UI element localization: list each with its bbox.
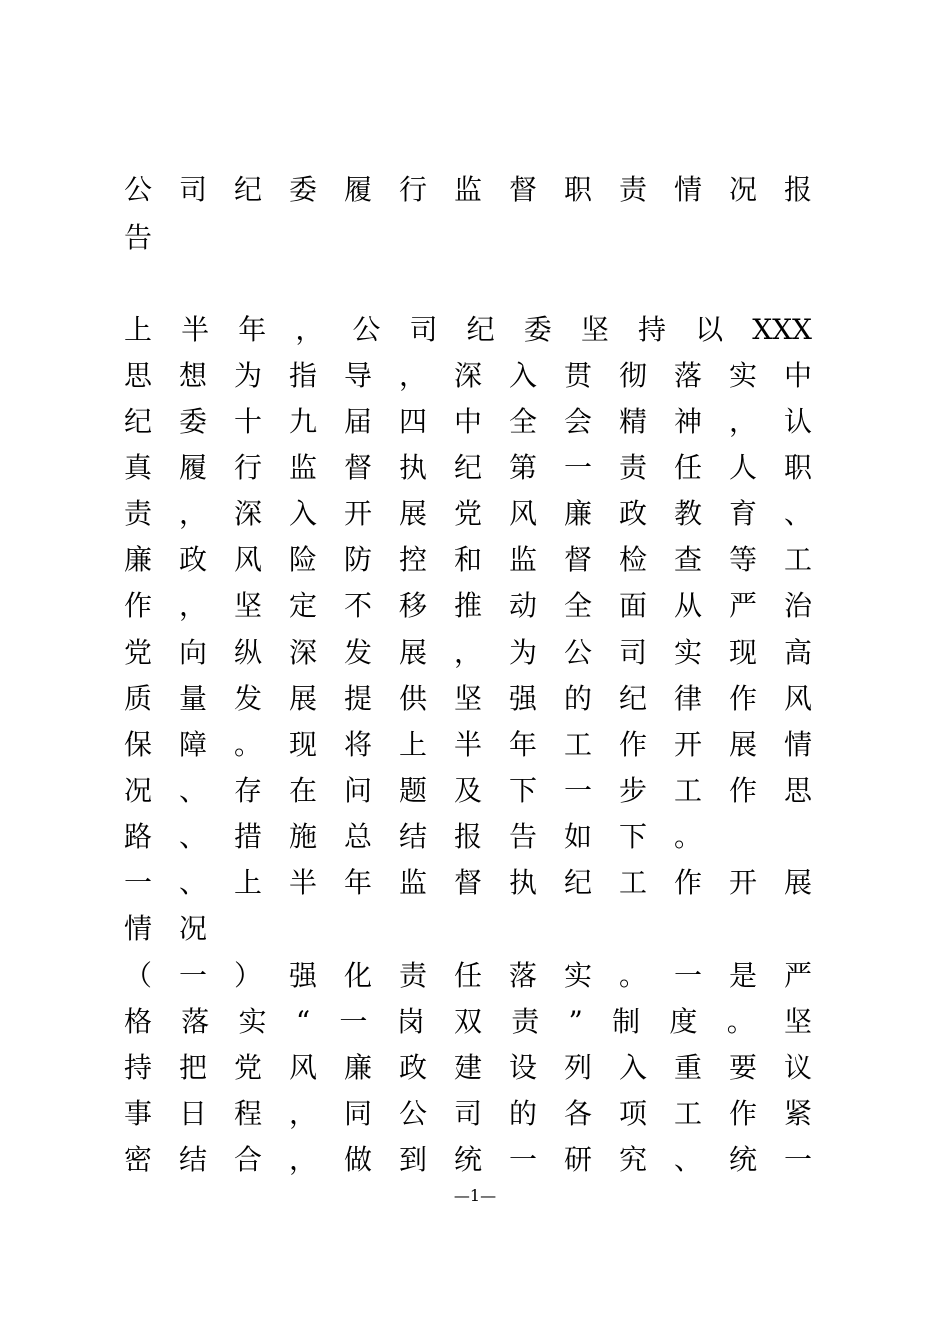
- body-line-1: 上半年，公司纪委坚持以XXX: [124, 313, 812, 346]
- body-line-2: 思想为指导，深入贯彻落实中: [124, 359, 812, 392]
- body-line-3: 纪委十九届四中全会精神，认: [124, 405, 812, 438]
- document-title-line-2: 告: [124, 221, 180, 254]
- body-line-8: 党向纵深发展，为公司实现高: [124, 636, 812, 669]
- body-line-12: 路、措施总结报告如下。: [124, 820, 730, 853]
- page-number: —1—: [453, 1186, 497, 1205]
- body-line-10: 保障。现将上半年工作开展情: [124, 728, 812, 761]
- body-line-7: 作，坚定不移推动全面从严治: [124, 589, 812, 622]
- section-heading-line-1: 一、上半年监督执纪工作开展: [124, 866, 812, 899]
- section-heading-line-2: 情况: [124, 912, 235, 945]
- body-line-15: （一）强化责任落实。一是严: [124, 959, 812, 992]
- body-line-6: 廉政风险防控和监督检查等工: [124, 543, 812, 576]
- body-line-5: 责，深入开展党风廉政教育、: [124, 497, 812, 530]
- body-line-4: 真履行监督执纪第一责任人职: [124, 451, 812, 484]
- body-line-9: 质量发展提供坚强的纪律作风: [124, 682, 812, 715]
- body-line-16: 格落实“一岗双责”制度。坚: [124, 1005, 812, 1038]
- body-line-18: 事日程，同公司的各项工作紧: [124, 1097, 812, 1130]
- document-title-line-1: 公司纪委履行监督职责情况报: [124, 173, 812, 206]
- body-line-17: 持把党风廉政建设列入重要议: [124, 1051, 812, 1084]
- body-line-19: 密结合，做到统一研究、统一: [124, 1143, 812, 1176]
- body-line-11: 况、存在问题及下一步工作思: [124, 774, 812, 807]
